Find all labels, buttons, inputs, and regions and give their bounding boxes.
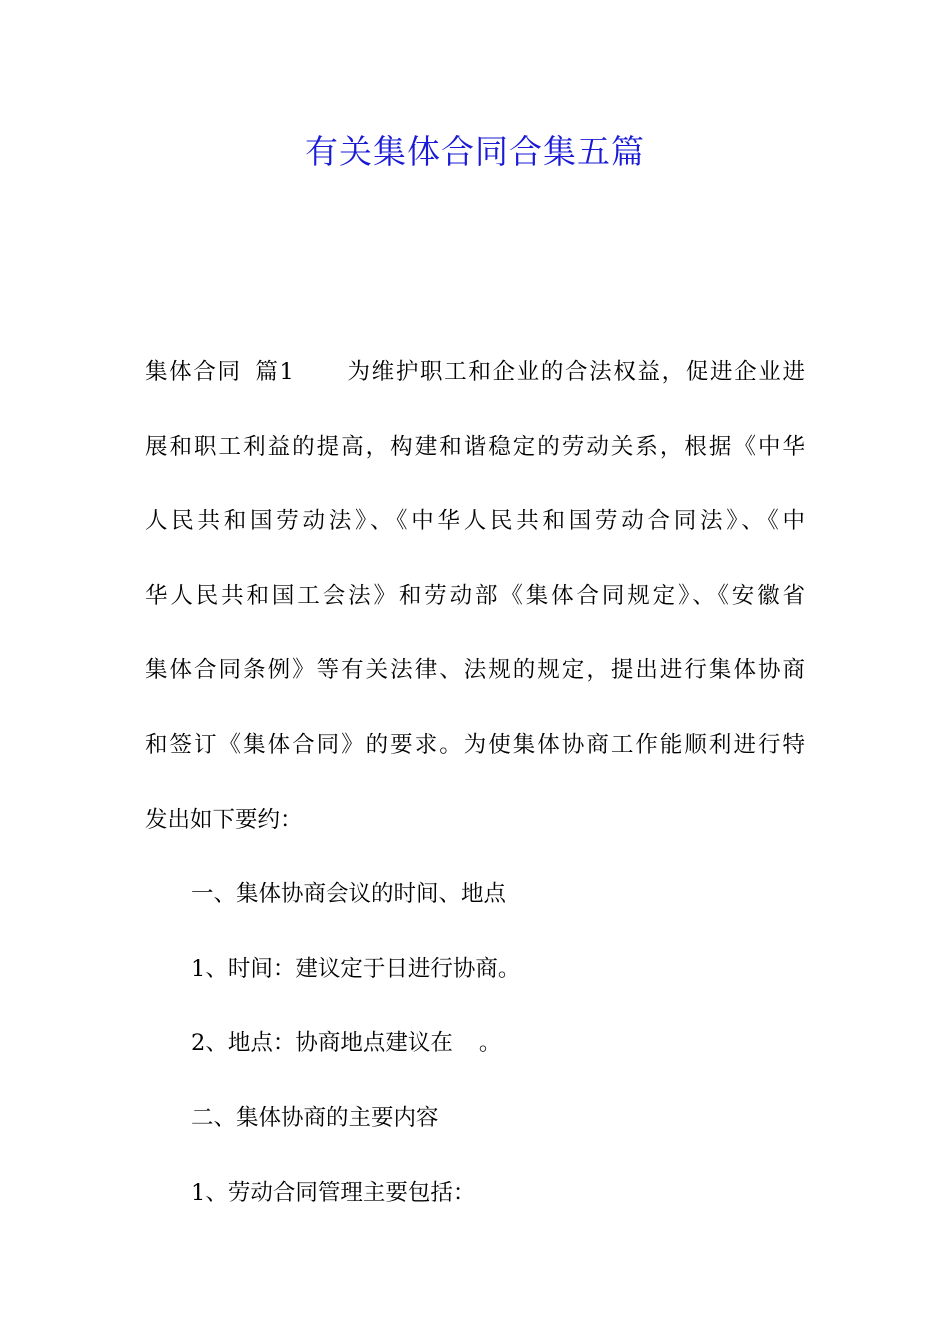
paragraph-line: [145, 335, 805, 410]
paragraph-line: 展和职工利益的提高，构建和谐稳定的劳动关系，根据《中华: [145, 433, 805, 460]
paragraph-line: 华人民共和国工会法》和劳动部《集体合同规定》、《安徽省: [145, 582, 805, 609]
section-heading-content: 二、集体协商的主要内容: [191, 1104, 439, 1131]
list-item-contract: 1、劳动合同管理主要包括：: [191, 1179, 476, 1206]
paragraph-line: 发出如下要约：: [145, 806, 303, 833]
location-end: 。: [478, 1030, 502, 1057]
location-label: 2、地点：协商地点建议在: [191, 1030, 453, 1057]
paragraph-line: 和签订《集体合同》的要求。为使集体协商工作能顺利进行特: [145, 731, 805, 758]
section-heading-meeting: 一、集体协商会议的时间、地点: [191, 881, 507, 908]
paragraph-text: 为维护职工和企业的合法权益，促进企业进: [345, 359, 805, 385]
section-number: 篇1: [253, 359, 294, 385]
list-item-time: 1、时间：建议定于日进行协商。: [191, 955, 521, 982]
paragraph-line: 人民共和国劳动法》、《中华人民共和国劳动合同法》、《中: [145, 508, 805, 535]
paragraph-line: 集体合同条例》等有关法律、法规的规定，提出进行集体协商: [145, 657, 805, 684]
document-title: 有关集体合同合集五篇: [305, 132, 645, 171]
document-body: [145, 335, 805, 1230]
list-item-location: [145, 1006, 805, 1081]
section-heading: 集体合同: [145, 359, 242, 385]
